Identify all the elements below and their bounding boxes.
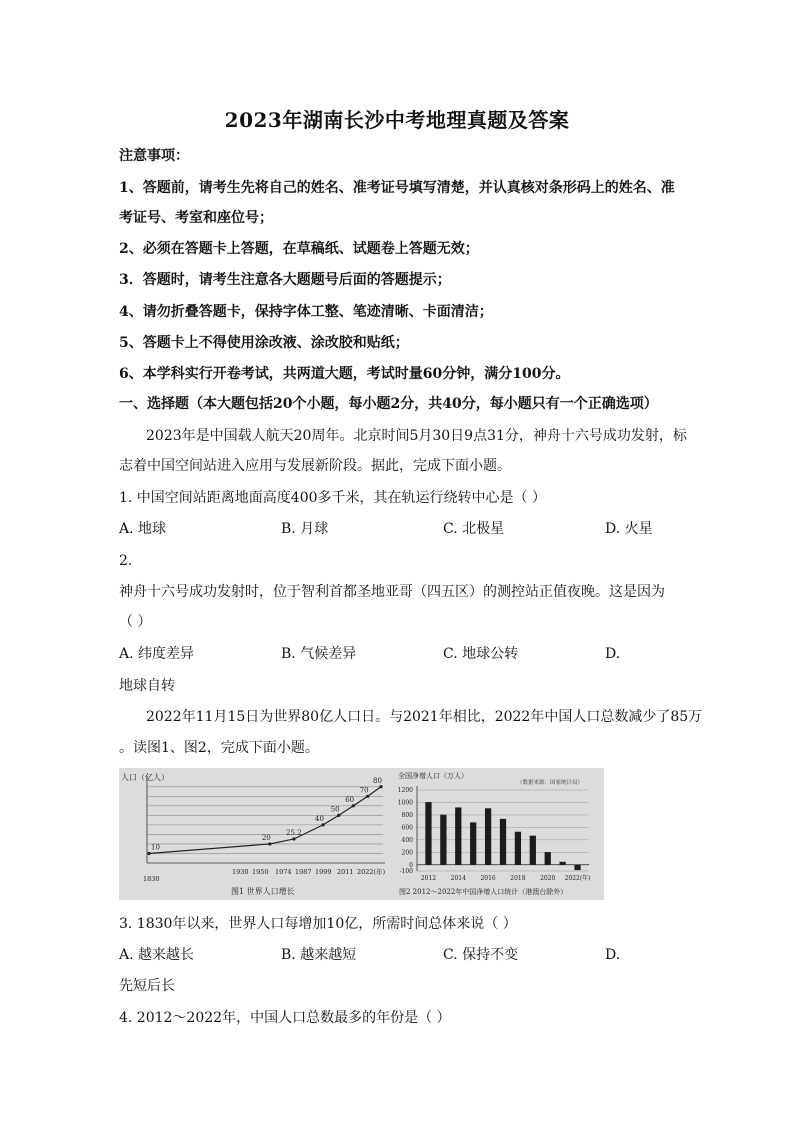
q2-option-b[interactable]: B. 气候差异 xyxy=(281,646,357,662)
intro-paragraph: 2022年11月15日为世界80亿人口日。与2021年相比，2022年中国人口总数减少了85万 xyxy=(146,709,703,725)
note-item: 1、答题前，请考生先将自己的姓名、准考证号填写清楚，并认真核对条形码上的姓名、准 xyxy=(119,180,675,196)
q3-option-b[interactable]: B. 越来越短 xyxy=(281,947,357,963)
fig2-bar xyxy=(470,822,476,864)
fig1-tick-label: 2011 xyxy=(337,868,354,876)
q3-option-d[interactable]: D. xyxy=(605,947,621,963)
fig1-point xyxy=(352,804,355,807)
question-2-stem: （ ） xyxy=(119,614,152,630)
fig2-ytick-label: 1000 xyxy=(397,799,413,807)
q1-option-d[interactable]: D. 火星 xyxy=(605,521,653,537)
question-2-stem: 神舟十六号成功发射时，位于智利首都圣地亚哥（四五区）的测控站正值夜晚。这是因为 xyxy=(119,584,665,600)
fig2-ytick-label: 800 xyxy=(401,811,413,819)
fig2-tick-label: 2012 xyxy=(420,875,437,882)
fig2-bar xyxy=(440,815,446,865)
fig2-tick-label: 2016 xyxy=(480,875,496,882)
fig1-tick-label: 1987 xyxy=(295,868,312,876)
fig1-point xyxy=(337,814,340,817)
fig1-point xyxy=(321,823,324,826)
fig2-bar xyxy=(530,836,536,865)
fig1-tick-label: 2022(年) xyxy=(357,868,386,876)
fig2-ylabel: 全国净增人口（万人） xyxy=(398,772,468,780)
fig1-data-label: 80 xyxy=(373,776,382,785)
fig2-tick-label: 2014 xyxy=(450,875,466,882)
fig2-ytick-label: 600 xyxy=(401,824,413,832)
q1-option-b[interactable]: B. 月球 xyxy=(281,521,329,537)
fig1-ylabel: 人口（亿人） xyxy=(121,773,169,782)
fig1-point xyxy=(292,837,295,840)
q3-option-c[interactable]: C. 保持不变 xyxy=(443,947,519,963)
fig2-ytick-label: -100 xyxy=(399,868,413,875)
fig1-tick-label: 1930 xyxy=(232,868,249,876)
fig1-data-label: 50 xyxy=(330,805,340,814)
fig2-bar xyxy=(425,802,431,865)
fig2-bar xyxy=(545,852,551,865)
fig2-bar xyxy=(500,819,506,865)
q3-option-a[interactable]: A. 越来越长 xyxy=(119,947,195,963)
figures xyxy=(119,768,604,900)
fig1-tick-label: 1999 xyxy=(315,868,332,876)
q1-option-c[interactable]: C. 北极星 xyxy=(443,521,505,537)
fig2-title: 图2 2012～2022年中国净增人口统计（港澳台除外） xyxy=(399,888,568,896)
intro-paragraph: 志着中国空间站进入应用与发展新阶段。据此，完成下面小题。 xyxy=(119,458,511,474)
q2-option-a[interactable]: A. 纬度差异 xyxy=(119,646,195,662)
fig1-data-label: 60 xyxy=(345,795,355,804)
fig2-bar xyxy=(560,862,566,865)
q3-option-d-text[interactable]: 先短后长 xyxy=(119,978,175,994)
intro-paragraph: 。读图1、图2，完成下面小题。 xyxy=(119,740,319,756)
note-item: 考证号、考室和座位号； xyxy=(119,210,273,226)
section-heading: 一、选择题（本大题包括20个小题，每小题2分，共40分，每小题只有一个正确选项） xyxy=(119,396,658,412)
fig2-bar xyxy=(574,865,580,870)
fig2-tick-label: 2022(年) xyxy=(564,875,591,882)
fig2-bar xyxy=(515,832,521,865)
note-item: 2、必须在答题卡上答题，在草稿纸、试题卷上答题无效； xyxy=(119,241,479,257)
fig2-tick-label: 2020 xyxy=(540,875,556,882)
figures-svg xyxy=(119,768,604,900)
fig2-ytick-label: 200 xyxy=(401,849,413,857)
note-item: 6、本学科实行开卷考试，共两道大题，考试时量60分钟，满分100分。 xyxy=(119,366,570,382)
fig1-tick-label: 1830 xyxy=(143,875,160,883)
fig2-ytick-label: 400 xyxy=(401,836,413,844)
fig2-ytick-label: 0 xyxy=(409,861,413,869)
fig1-point xyxy=(147,852,150,855)
fig2-bar xyxy=(455,807,461,864)
q1-option-a[interactable]: A. 地球 xyxy=(119,521,167,537)
notes-heading: 注意事项： xyxy=(119,148,189,164)
q2-option-d[interactable]: D. xyxy=(605,646,621,662)
fig2-tick-label: 2018 xyxy=(510,875,526,882)
fig1-tick-label: 1974 xyxy=(275,868,292,876)
fig1-data-label: 20 xyxy=(261,833,271,842)
question-1-stem: 1. 中国空间站距离地面高度400多千米，其在轨运行绕转中心是（ ） xyxy=(119,490,546,506)
question-4-stem: 4. 2012～2022年，中国人口总数最多的年份是（ ） xyxy=(119,1010,451,1026)
fig1-title: 图1 世界人口增长 xyxy=(231,887,295,896)
fig1-point xyxy=(379,785,382,788)
fig2-bar xyxy=(485,808,491,864)
intro-paragraph: 2023年是中国载人航天20周年。北京时间5月30日9点31分，神舟十六号成功发射，标 xyxy=(146,428,687,444)
q2-option-d-text[interactable]: 地球自转 xyxy=(119,678,175,694)
note-item: 4、请勿折叠答题卡，保持字体工整、笔迹清晰、卡面清洁； xyxy=(119,304,493,320)
fig1-point xyxy=(268,842,271,845)
fig1-tick-label: 1950 xyxy=(252,868,269,876)
note-item: 3．答题时，请考生注意各大题题号后面的答题提示； xyxy=(119,272,451,288)
fig2-ytick-label: 1200 xyxy=(397,787,413,794)
fig1-data-label: 40 xyxy=(315,814,324,823)
q2-option-c[interactable]: C. 地球公转 xyxy=(443,646,519,662)
fig1-point xyxy=(366,795,369,798)
fig2-note: （数据来源：国家统计局） xyxy=(517,780,584,786)
fig1-data-label: 25.2 xyxy=(286,828,302,837)
question-2-number: 2. xyxy=(119,553,133,569)
note-item: 5、答题卡上不得使用涂改液、涂改胶和贴纸； xyxy=(119,335,409,351)
page-title: 2023年湖南长沙中考地理真题及答案 xyxy=(224,108,570,132)
fig1-data-label: 70 xyxy=(359,786,369,795)
question-3-stem: 3. 1830年以来，世界人口每增加10亿，所需时间总体来说（ ） xyxy=(119,916,517,932)
fig1-data-label: 10 xyxy=(151,843,160,852)
